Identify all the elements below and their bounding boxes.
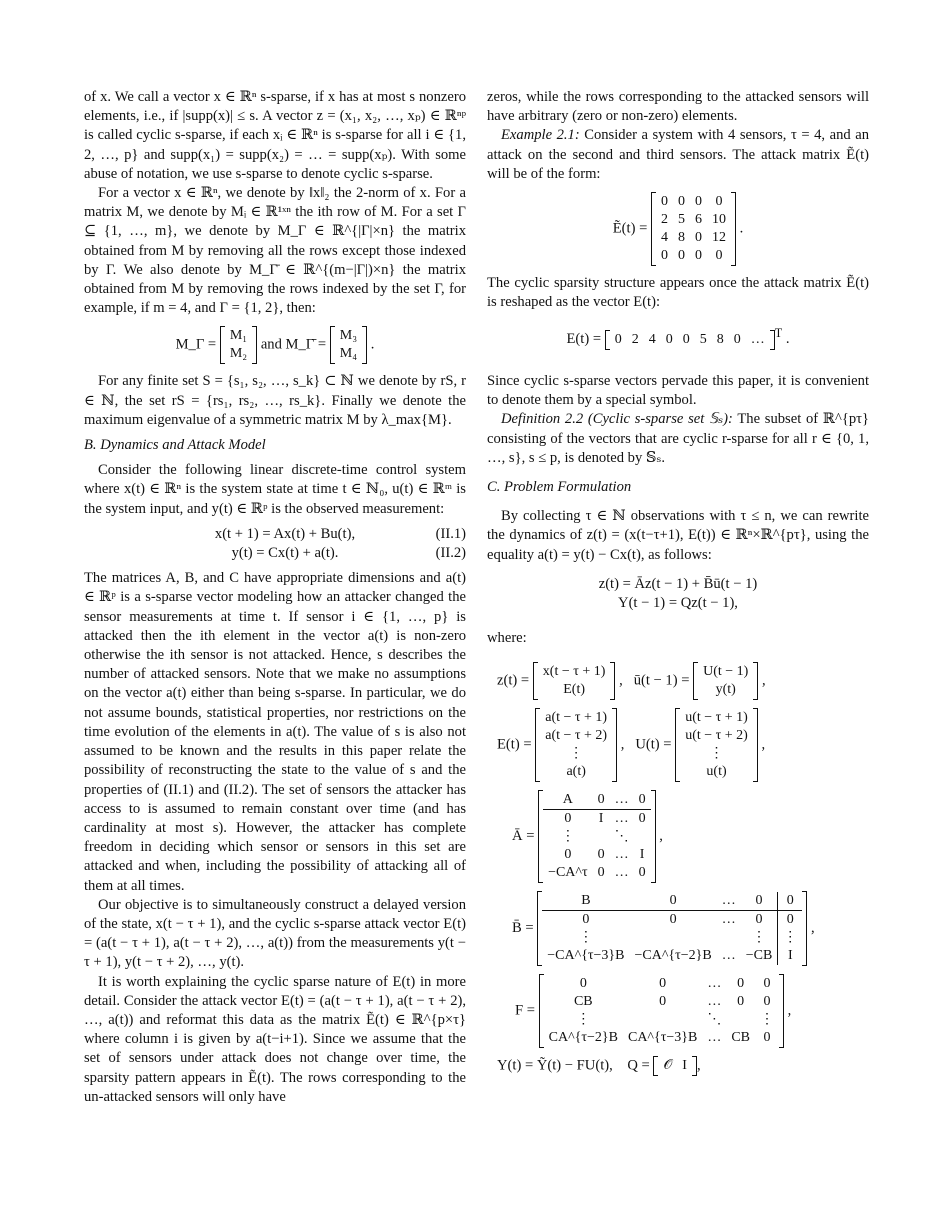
paragraph: Since cyclic s-sparse vectors pervade this paper, it is convenient to denote them by a special symbol. bbox=[487, 372, 869, 409]
matrix-cell: CA^{τ−2}B bbox=[548, 1030, 618, 1046]
section-heading: B. Dynamics and Attack Model bbox=[84, 437, 266, 454]
matrix-cell: 4 bbox=[660, 230, 668, 246]
matrix-cell: 0 bbox=[564, 847, 572, 863]
matrix-cell bbox=[630, 929, 717, 947]
matrix-cell: … bbox=[721, 948, 736, 964]
matrix-cell: 8 bbox=[677, 230, 685, 246]
right-column bbox=[487, 88, 869, 1084]
matrix-cell: −CB bbox=[745, 948, 773, 964]
matrix-cell: 0 bbox=[564, 811, 572, 827]
matrix-cell: 0 bbox=[694, 230, 702, 246]
matrix-cell: … bbox=[707, 994, 722, 1010]
matrix-cell bbox=[726, 1011, 755, 1029]
matrix-cell: 0 bbox=[665, 331, 673, 347]
matrix-cell: CB bbox=[731, 1030, 750, 1046]
where-label: where: bbox=[487, 630, 527, 647]
matrix-cell: … bbox=[614, 847, 629, 863]
equation-E-U: E(t) = a(t − τ + 1) a(t − τ + 2) ⋮ a(t) , U(t) = u(t − τ + 1) u(t − τ + 2) ⋮ u(t) , bbox=[487, 708, 869, 782]
matrix-cell: ⋮ bbox=[560, 829, 575, 845]
paragraph: It is worth explaining the cyclic sparse nature of E(t) in more detail. Consider the attack vector E(t) = (a(t − τ + 1), a(t − τ + 2), …, a(t)) and reformat this data as the matrix Ẽ(t) ∈ ℝ^{p×τ} where column i is given by a(t−i+1). Since we assume that the set of sensors under attack does not change over time, the sparsity pattern appears in Ẽ(t). The rows corresponding to the un-attacked sensors will only have bbox=[84, 973, 466, 1105]
equation-etilde: Ẽ(t) = 0 0 0 0 2 5 6 10 4 8 0 12 0 0 0 0 . bbox=[487, 192, 869, 266]
equation-evec: E(t) = 0 2 4 0 0 5 8 0 … $^T$ . bbox=[487, 324, 869, 350]
matrix-cell: 0 bbox=[715, 194, 723, 210]
equation-ii2: y(t) = Cx(t) + a(t). (II.2) bbox=[231, 545, 466, 562]
matrix-cell bbox=[623, 1011, 702, 1029]
matrix-cell: … bbox=[614, 865, 629, 881]
matrix-cell: 12 bbox=[711, 230, 726, 246]
left-column bbox=[84, 88, 466, 1107]
matrix-cell: 𝒪 bbox=[663, 1058, 673, 1074]
matrix-cell: 0 bbox=[677, 194, 685, 210]
matrix-cell: 0 bbox=[660, 248, 668, 264]
matrix-cell: y(t) bbox=[715, 682, 736, 698]
paragraph: zeros, while the rows corresponding to the attacked sensors will have arbitrary (zero or non-zero) elements. bbox=[487, 89, 869, 125]
matrix-cell: −CA^{τ−2}B bbox=[634, 948, 712, 964]
matrix-cell: 0 bbox=[597, 847, 605, 863]
paragraph: Our objective is to simultaneously construct a delayed version of the state, x(t − τ + 1), and the cyclic s-sparse attack vector E(t) = (a(t − τ + 1), a(t − τ + 2), …, a(t)) from the measurements y(t − τ + 1), y(t − τ + 2), …, y(t). bbox=[84, 896, 466, 971]
matrix-cell: I bbox=[598, 811, 604, 827]
paragraph: By collecting τ ∈ ℕ observations with τ ≤ n, we can rewrite the dynamics of z(t) = (x(t−τ+1), E(t)) ∈ ℝⁿ×ℝ^{pτ}, using the equality a(t) = y(t) − Cx(t), as follows: bbox=[487, 508, 869, 563]
matrix-cell: ⋮ bbox=[576, 1012, 591, 1028]
matrix-cell: 2 bbox=[660, 212, 668, 228]
matrix-cell: 0 bbox=[715, 248, 723, 264]
matrix-cell: I bbox=[778, 947, 803, 965]
matrix-cell: 8 bbox=[716, 331, 724, 347]
matrix-cell: 0 bbox=[763, 994, 771, 1010]
matrix-cell: u(t − τ + 2) bbox=[685, 728, 748, 744]
matrix-cell: 0 bbox=[741, 892, 778, 911]
matrix-cell: a(t) bbox=[566, 764, 586, 780]
matrix-cell: 0 bbox=[669, 912, 677, 928]
matrix-cell: B bbox=[542, 892, 629, 911]
paragraph: Consider the following linear discrete-time control system where x(t) ∈ ℝⁿ is the system state at time t ∈ ℕ₀, u(t) ∈ ℝᵐ is the system input, and y(t) ∈ ℝᵖ is the observed measurement: bbox=[84, 462, 466, 517]
matrix-cell: 0 bbox=[763, 1030, 771, 1046]
matrix-cell: I bbox=[639, 847, 645, 863]
matrix-cell: u(t) bbox=[706, 764, 727, 780]
paragraph: For a vector x ∈ ℝⁿ, we denote by ‖x‖₂ the 2-norm of x. For a matrix M, we denote by Mᵢ ∈ ℝ¹ˣⁿ the ith row of M. For a set Γ ⊆ {1, …, m}, we denote by M_Γ ∈ ℝ^{|Γ|×n} the matrix obtained from M by removing all the rows except those indexed by Γ. We also denote by M_Γ̄ ∈ ℝ^{(m−|Γ|)×n} the matrix obtained from M by removing the rows indexed by the set Γ, for example, if m = 4, and Γ = {1, 2}, then: bbox=[84, 185, 466, 317]
matrix-cell: 0 bbox=[630, 892, 717, 911]
matrix-cell: 0 bbox=[682, 331, 690, 347]
paragraph: of x. We call a vector x ∈ ℝⁿ s-sparse, if x has at most s nonzero elements, i.e., if |supp(x)| ≤ s. A vector z = (x₁, x₂, …, xₚ) ∈ ℝⁿᵖ is called cyclic s-sparse, if each xᵢ ∈ ℝⁿ is s-sparse for all i ∈ {1, 2, …, p} and supp(x₁) = supp(x₂) = … = supp(xₚ). With some abuse of notation, we use s-sparse to denote cyclic s-sparse. bbox=[84, 89, 466, 182]
section-heading: C. Problem Formulation bbox=[487, 478, 632, 495]
equation-z-ubar: z(t) = x(t − τ + 1) E(t) , ū(t − 1) = U(t − 1) y(t) , bbox=[487, 662, 869, 700]
equation-Abar: Ā = A 0 … 0 0 I … 0 ⋮ ⋱ 0 0 … I −CA^τ 0 … 0 , bbox=[487, 790, 869, 883]
equation-Bbar: B̄ = B 0 … 0 0 0 0 … 0 0 ⋮ ⋮ ⋮ −CA^{τ−3}B −CA^{τ−2}B … −CB I , bbox=[487, 891, 869, 966]
matrix-cell bbox=[593, 828, 610, 846]
matrix-cell: … bbox=[707, 976, 722, 992]
matrix-cell: 0 bbox=[763, 976, 771, 992]
equation-z-dynamics: z(t) = Āz(t − 1) + B̄ū(t − 1) Y(t − 1) = Qz(t − 1), bbox=[598, 575, 758, 611]
matrix-cell: 0 bbox=[614, 331, 622, 347]
paragraph: The cyclic sparsity structure appears once the attack matrix Ẽ(t) is reshaped as the vector E(t): bbox=[487, 275, 869, 311]
equation-mgamma: M_Γ = M₁ M₂ and M_Γ̄ = M₃ M₄ . bbox=[84, 326, 466, 364]
matrix-cell: ⋮ bbox=[760, 1012, 774, 1028]
matrix-cell: −CA^{τ−3}B bbox=[547, 948, 625, 964]
matrix-cell: ⋱ bbox=[707, 1012, 722, 1028]
matrix-cell: 0 bbox=[694, 248, 702, 264]
matrix-cell: 5 bbox=[677, 212, 685, 228]
matrix-cell: ⋮ bbox=[778, 929, 803, 947]
matrix-cell: 4 bbox=[648, 331, 656, 347]
matrix-cell: … bbox=[614, 811, 629, 827]
matrix-cell: 0 bbox=[638, 865, 646, 881]
equation-F: F = 0 0 … 0 0 CB 0 … 0 0 ⋮ ⋱ ⋮ CA^{τ−2}B CA^{τ−3}B … CB 0 , bbox=[487, 974, 869, 1048]
paragraph: The matrices A, B, and C have appropriate dimensions and a(t) ∈ ℝᵖ is a s-sparse vector modeling how an attacker changed the sensor measurements at time t. If sensor i ∈ {1, …, p} is attacked then the ith element in the vector a(t) is non-zero otherwise the ith sensor is not attacked. Hence, s describes the number of attacked sensors. Note that we make no assumptions on the vector a(t) either than being s-sparse. In particular, we do not assume bounds, statistical properties, nor restrictions on the time evolution of the elements in a(t). The value of s is also not assumed to be known and the results in this paper relate the possibility of reconstructing the state to the value of s and the properties of (II.1) and (II.2). The set of sensors the attacker has access to is assumed to remain constant over time (and has cardinality at most s). However, the attacker has complete freedom in deciding which sensor or sensors in this set are attacked and when, including the possibility of attacking all of them at all times. bbox=[84, 570, 466, 894]
matrix-cell: CB bbox=[573, 994, 593, 1010]
matrix-cell: 0 bbox=[659, 976, 667, 992]
matrix-cell: ⋮ bbox=[569, 746, 584, 762]
matrix-cell: −CA^τ bbox=[548, 865, 588, 881]
matrix-cell: 0 bbox=[582, 912, 590, 928]
matrix-cell: ⋮ bbox=[709, 746, 724, 762]
definition-2-2: Definition 2.2 (Cyclic s-sparse set 𝕊ₛ): The subset of ℝ^{pτ} consisting of the vectors that are cyclic r-sparse for all r ∈ {0, 1, …, s}, s ≤ p, is denoted by 𝕊ₛ. bbox=[487, 411, 869, 466]
matrix-cell: A bbox=[543, 791, 593, 810]
matrix-cell: 0 bbox=[778, 911, 803, 930]
matrix-cell: 5 bbox=[699, 331, 707, 347]
matrix-cell: 0 bbox=[634, 791, 651, 810]
matrix-cell bbox=[717, 929, 741, 947]
equation-Y-Q: Y(t) = Ỹ(t) − FU(t), Q = 𝒪 I , bbox=[487, 1056, 869, 1076]
matrix-cell: x(t − τ + 1) bbox=[542, 664, 606, 680]
matrix-cell: 0 bbox=[778, 892, 803, 911]
matrix-cell: ⋮ bbox=[752, 930, 766, 946]
matrix-cell: 0 bbox=[694, 194, 702, 210]
matrix-cell: E(t) bbox=[563, 682, 585, 698]
matrix-cell: 0 bbox=[737, 994, 745, 1010]
matrix-cell: 0 bbox=[638, 811, 646, 827]
matrix-cell: ⋮ bbox=[578, 930, 593, 946]
matrix-cell: a(t − τ + 2) bbox=[545, 728, 608, 744]
matrix-cell: 0 bbox=[597, 865, 605, 881]
paragraph: For any finite set S = {s₁, s₂, …, s_k} ⊂ ℕ we denote by rS, r ∈ ℕ, the set rS = {rs₁, rs₂, …, rs_k}. Finally we denote the maximum eigenvalue of a symmetric matrix M by λ_max{M}. bbox=[84, 373, 466, 428]
matrix-cell: 0 bbox=[737, 976, 745, 992]
matrix-cell: … bbox=[721, 912, 736, 928]
matrix-cell: CA^{τ−3}B bbox=[627, 1030, 698, 1046]
matrix-cell: 0 bbox=[579, 976, 587, 992]
matrix-cell: ⋱ bbox=[614, 829, 629, 845]
example-2-1: Example 2.1: Consider a system with 4 sensors, τ = 4, and an attack on the second and third sensors. The attack matrix Ẽ(t) will be of the form: bbox=[487, 127, 869, 182]
matrix-cell: u(t − τ + 1) bbox=[685, 710, 748, 726]
matrix-cell: 0 bbox=[659, 994, 667, 1010]
matrix-cell: 10 bbox=[711, 212, 726, 228]
matrix-cell: 0 bbox=[660, 194, 668, 210]
matrix-cell: I bbox=[682, 1058, 687, 1074]
matrix-cell: 6 bbox=[694, 212, 702, 228]
matrix-cell: … bbox=[750, 331, 765, 347]
matrix-cell: 2 bbox=[631, 331, 639, 347]
matrix-cell: … bbox=[610, 791, 634, 810]
matrix-cell: … bbox=[707, 1030, 722, 1046]
matrix-cell bbox=[634, 828, 651, 846]
equation-ii1: x(t + 1) = Ax(t) + Bu(t), (II.1) bbox=[214, 525, 466, 542]
matrix-cell: a(t − τ + 1) bbox=[545, 710, 608, 726]
matrix-cell: 0 bbox=[755, 912, 763, 928]
matrix-cell: 0 bbox=[733, 331, 741, 347]
matrix-cell: 0 bbox=[677, 248, 685, 264]
matrix-cell: 0 bbox=[593, 791, 610, 810]
matrix-cell: U(t − 1) bbox=[703, 664, 749, 680]
matrix-cell: … bbox=[717, 892, 741, 911]
